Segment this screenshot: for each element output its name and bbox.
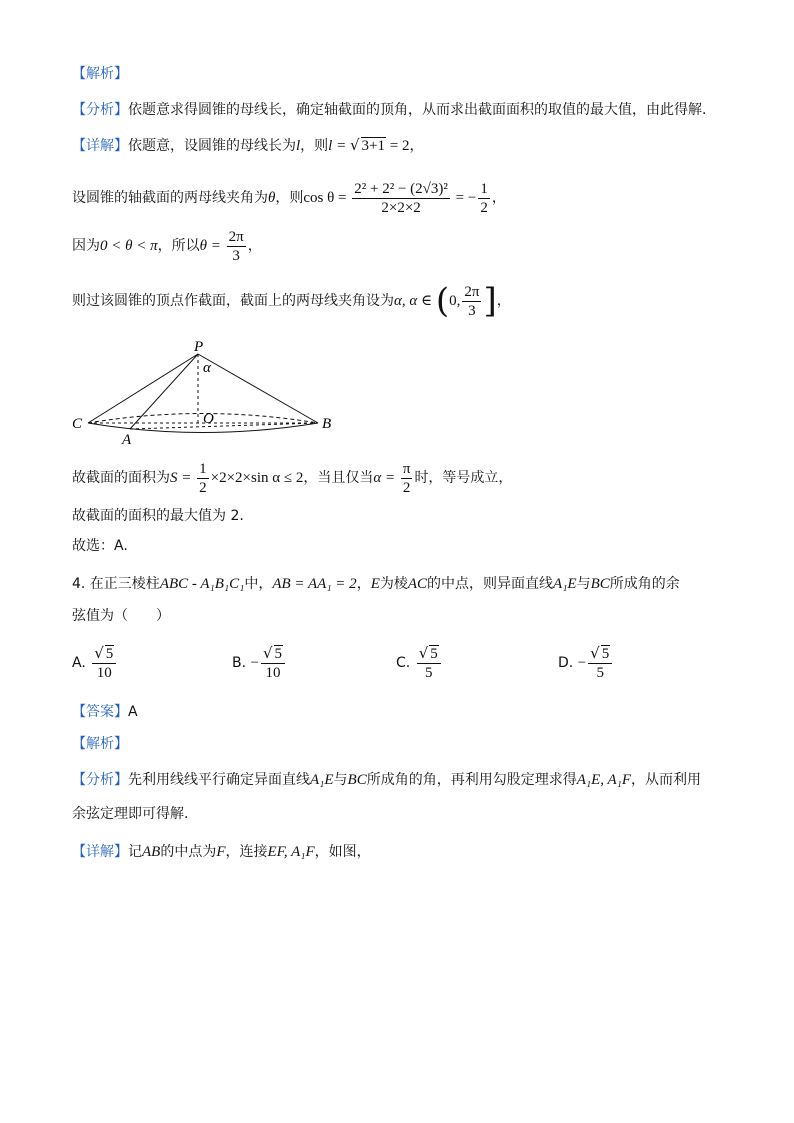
eq-l: l = xyxy=(328,138,350,154)
q4-e: E xyxy=(370,576,380,592)
alpha-in: α, α ∈ xyxy=(394,293,436,309)
option-den: 10 xyxy=(265,665,281,681)
theta-num: 2π xyxy=(228,228,244,245)
cos-numerator: 2² + 2² − (2√3)² xyxy=(354,180,448,197)
cos-paragraph xyxy=(72,178,506,218)
section-paragraph xyxy=(72,280,511,322)
q4-mid3: 为棱 xyxy=(379,576,408,592)
sqrt-content: 3+1 xyxy=(361,138,385,154)
detail-2-ef-a1f: EF, A₁F xyxy=(267,844,315,860)
area-end: 时，等号成立， xyxy=(414,470,513,486)
cos-denominator: 2×2×2 xyxy=(381,199,421,216)
answer-label: 【答案】 xyxy=(72,704,128,720)
option-letter: D. xyxy=(558,655,574,671)
q4-cond: AB = AA₁ = 2 xyxy=(272,576,357,592)
detail-paragraph-1 xyxy=(72,135,423,156)
analysis-label: 【分析】 xyxy=(72,102,128,118)
option-c[interactable] xyxy=(396,644,443,682)
detail-label: 【详解】 xyxy=(72,138,128,154)
analysis-paragraph xyxy=(72,100,706,120)
option-fraction xyxy=(261,644,285,682)
label-alpha: α xyxy=(203,360,211,376)
left-paren: ( xyxy=(435,281,450,321)
var-theta: θ xyxy=(268,190,276,206)
q4-prism: ABC - A₁B₁C₁ xyxy=(159,576,245,592)
option-fraction xyxy=(588,644,612,682)
cos-end: ， xyxy=(491,190,506,206)
line-pa xyxy=(130,354,198,429)
analysis-text: 依题意求得圆锥的母线长，确定轴截面的顶角，从而求出截面面积的取值的最大值，由此得解. xyxy=(128,102,707,118)
area-half xyxy=(197,460,209,497)
eq-result: = 2 xyxy=(386,138,410,154)
area-eq: S = xyxy=(170,470,196,486)
area-half-den: 2 xyxy=(199,479,207,496)
interval-fraction xyxy=(462,283,481,320)
cos-text: 设圆锥的轴截面的两母线夹角为 xyxy=(72,190,268,206)
sqrt-sign: √ xyxy=(590,644,600,662)
question-4 xyxy=(72,574,680,594)
section-jiexi-2: 【解析】 xyxy=(72,736,128,752)
option-sqrt: 5 xyxy=(274,646,283,662)
because-end: ， xyxy=(247,238,262,254)
option-a[interactable] xyxy=(72,644,118,682)
pi-den: 2 xyxy=(402,479,411,496)
cos-fraction xyxy=(352,180,450,217)
because-mid: ，所以 xyxy=(157,238,200,254)
cone-figure xyxy=(66,336,346,448)
detail-2-text1: 记 xyxy=(128,844,142,860)
interval-left: 0, xyxy=(449,293,461,309)
label-p: P xyxy=(194,339,204,355)
detail-2-f: F xyxy=(216,844,226,860)
max-area-text: 故截面的面积的最大值为 2. xyxy=(72,508,244,524)
area-half-num: 1 xyxy=(199,460,207,477)
q4-bc: BC xyxy=(590,576,610,592)
area-mid: ，当且仅当 xyxy=(303,470,374,486)
analysis-2-text3: 所成角的角，再利用勾股定理求得 xyxy=(366,772,577,788)
label-a: A xyxy=(122,432,132,448)
analysis-2-label: 【分析】 xyxy=(72,772,128,788)
label-o: O xyxy=(203,411,214,427)
detail-2-label: 【详解】 xyxy=(72,844,128,860)
option-fraction xyxy=(417,644,441,682)
line-pb xyxy=(198,354,318,423)
interval-num: 2π xyxy=(464,283,480,300)
q4-mid: 中， xyxy=(244,576,273,592)
area-rest: ×2×2×sin α ≤ 2 xyxy=(210,470,304,486)
analysis-2-a1e: A₁E xyxy=(310,772,334,788)
option-b[interactable] xyxy=(232,644,287,682)
option-den: 10 xyxy=(96,665,112,681)
q4-ac: AC xyxy=(407,576,428,592)
sqrt-sign: √ xyxy=(262,644,273,662)
option-letter: C. xyxy=(396,655,411,671)
analysis-2-text2: 与 xyxy=(333,772,348,788)
sqrt-sign: √ xyxy=(418,644,429,662)
cos-then: ，则 xyxy=(275,190,304,206)
analysis-2-a1e-a1f: A₁E, A₁F xyxy=(576,772,632,788)
pi-half xyxy=(401,460,413,497)
theta-eq: θ = xyxy=(199,238,225,254)
q4-mid6: 所成角的余 xyxy=(609,576,680,592)
detail-end: ， xyxy=(409,138,424,154)
option-sign: − xyxy=(250,655,259,671)
half-num: 1 xyxy=(480,180,488,197)
label-c: C xyxy=(72,416,83,432)
interval-den: 3 xyxy=(468,302,476,319)
cos-eq: = − xyxy=(451,190,477,206)
detail-2 xyxy=(72,842,371,862)
q4-mid4: 的中点，则异面直线 xyxy=(427,576,554,592)
option-letter: A. xyxy=(72,655,86,671)
detail-2-text4: ，如图， xyxy=(314,844,371,860)
q4-text: 4. 在正三棱柱 xyxy=(72,576,160,592)
line-ab-chord xyxy=(130,423,318,429)
section-jiexi-1: 【解析】 xyxy=(72,66,128,82)
question-4-line2: 弦值为（ ） xyxy=(72,608,170,624)
half-den: 2 xyxy=(480,199,488,216)
analysis-2 xyxy=(72,770,701,790)
sqrt-sign: √ xyxy=(349,136,360,154)
option-den: 5 xyxy=(596,665,604,681)
q4-mid5: 与 xyxy=(576,576,591,592)
answer-line xyxy=(72,702,138,722)
because-paragraph xyxy=(72,226,262,266)
q4-mid2: ， xyxy=(356,576,371,592)
analysis-2-line2: 余弦定理即可得解. xyxy=(72,806,189,822)
var-l: l xyxy=(296,138,301,154)
option-letter: B. xyxy=(232,655,247,671)
option-sign: − xyxy=(577,655,587,671)
alpha-eq: α = xyxy=(373,470,399,486)
section-text: 则过该圆锥的顶点作截面，截面上的两母线夹角设为 xyxy=(72,293,394,309)
sqrt-sign: √ xyxy=(94,644,104,662)
option-sqrt: 5 xyxy=(601,646,610,662)
analysis-2-bc: BC xyxy=(347,772,367,788)
area-text: 故截面的面积为 xyxy=(72,470,170,486)
area-paragraph xyxy=(72,458,512,498)
analysis-2-text4: ，从而利用 xyxy=(631,772,702,788)
option-d[interactable] xyxy=(558,644,614,682)
half-fraction xyxy=(478,180,490,217)
label-b: B xyxy=(322,416,332,432)
q4-a1e: A₁E xyxy=(553,576,577,592)
theta-den: 3 xyxy=(232,247,240,264)
pi-num: π xyxy=(402,460,411,477)
detail-2-ab: AB xyxy=(142,844,161,860)
answer-value: A xyxy=(128,704,138,720)
because-text: 因为 xyxy=(72,238,100,254)
detail-2-text3: ，连接 xyxy=(225,844,268,860)
option-sqrt: 5 xyxy=(430,646,438,662)
ineq-theta: 0 < θ < π xyxy=(100,238,158,254)
analysis-2-text1: 先利用线线平行确定异面直线 xyxy=(128,772,310,788)
choose-a-text: 故选：A. xyxy=(72,538,128,554)
line-pc xyxy=(88,354,198,423)
detail-then: ，则 xyxy=(300,138,329,154)
section-end: ， xyxy=(496,293,511,309)
right-bracket: ] xyxy=(483,281,497,321)
option-fraction xyxy=(92,644,116,682)
option-sqrt: 5 xyxy=(105,646,114,662)
cos-expr: cos θ = xyxy=(303,190,351,206)
option-den: 5 xyxy=(424,665,433,681)
theta-fraction xyxy=(227,228,246,265)
detail-2-text2: 的中点为 xyxy=(160,844,217,860)
detail-text: 依题意，设圆锥的母线长为 xyxy=(128,138,296,154)
